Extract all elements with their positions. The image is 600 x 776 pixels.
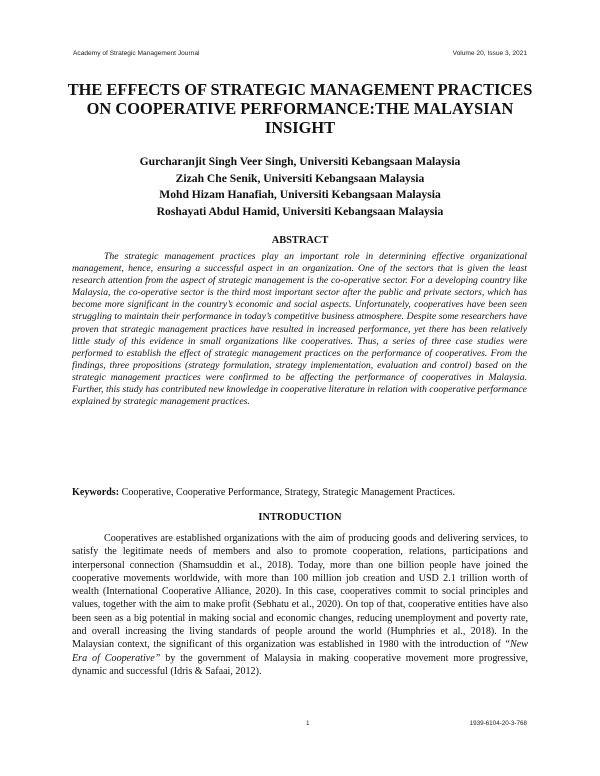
author-line: Mohd Hizam Hanafiah, Universiti Kebangsaan Malaysia	[159, 188, 441, 201]
paper-title: THE EFFECTS OF STRATEGIC MANAGEMENT PRACTICES ON COOPERATIVE PERFORMANCE:THE MALAYSIAN INSIGHT	[67, 80, 533, 137]
volume-issue: Volume 20, Issue 3, 2021	[452, 50, 527, 57]
journal-name: Academy of Strategic Management Journal	[73, 50, 200, 57]
intro-quote: “New Era of Cooperative”	[72, 639, 528, 664]
abstract-text: The strategic management practices play an important role in determining effective organizational management, hence, ensuring a successful aspect in an organization. One of the sectors that is given the least research attention from the aspect of strategic management is the co-operative sector. For a developing country like Malaysia, the co-operative sector is the third most important sector after the public and private sectors, which has become more significant in the country’s economic and social aspects. Unfortunately, cooperatives have been seen struggling to maintain their performance in today’s competitive business atmosphere. Despite some researchers have proven that strategic management practices have resulted in increased performance, yet there has been relatively little study of this evidence in small organizations like cooperatives. Thus, a series of three case studies were performed to establish the effect of strategic management practices on the performance of cooperatives. From the findings, three propositions (strategy formulation, strategy implementation, evaluation and control) based on the strategic management practices were confirmed to be affecting the performance of cooperatives in Malaysia. Further, this study has contributed new knowledge in cooperative literature in relation with cooperative performance explained by strategic management practices.	[72, 251, 527, 408]
page-number: 1	[306, 720, 310, 727]
introduction-heading: INTRODUCTION	[258, 512, 342, 523]
introduction-paragraph	[72, 532, 528, 678]
abstract-heading: ABSTRACT	[271, 235, 329, 246]
author-line: Zizah Che Senik, Universiti Kebangsaan Malaysia	[175, 171, 425, 185]
keywords	[72, 487, 532, 498]
keywords-text: Cooperative, Cooperative Performance, Strategy, Strategic Management Practices.	[121, 487, 456, 498]
author-line: Gurcharanjit Singh Veer Singh, Universiti Kebangsaan Malaysia	[139, 155, 461, 168]
author-list	[60, 154, 540, 220]
intro-text-1: Cooperatives are established organizations with the aim of producing goods and delivering services, to satisfy the legitimate needs of members and also to promote cooperation, relations, participations and interpersonal connection (Shamsuddin et al., 2018). Today, more than one billion people have joined the cooperative movements worldwide, with more than 100 million job creation and USD 2.1 trillion worth of wealth (International Cooperative Alliance, 2020). In this case, cooperatives commit to social principles and values, together with the aim to make profit (Sebhatu et al., 2020). On top of that, cooperative entities have also been seen as a big potential in making social and economic changes, reducing unemployment and poverty rate, and overall increasing the living standards of people around the world (Humphries et al., 2018). In the Malaysian context, the significant of this organization was established in 1980 with the introduction of	[72, 533, 528, 651]
keywords-label: Keywords:	[72, 487, 120, 498]
author-line: Roshayati Abdul Hamid, Universiti Kebangsaan Malaysia	[156, 204, 444, 218]
isbn: 1939-6104-20-3-768	[469, 720, 527, 727]
intro-text-2: by the government of Malaysia in making cooperative movement more progressive, dynamic and successful (Idris & Safaai, 2012).	[72, 652, 528, 677]
